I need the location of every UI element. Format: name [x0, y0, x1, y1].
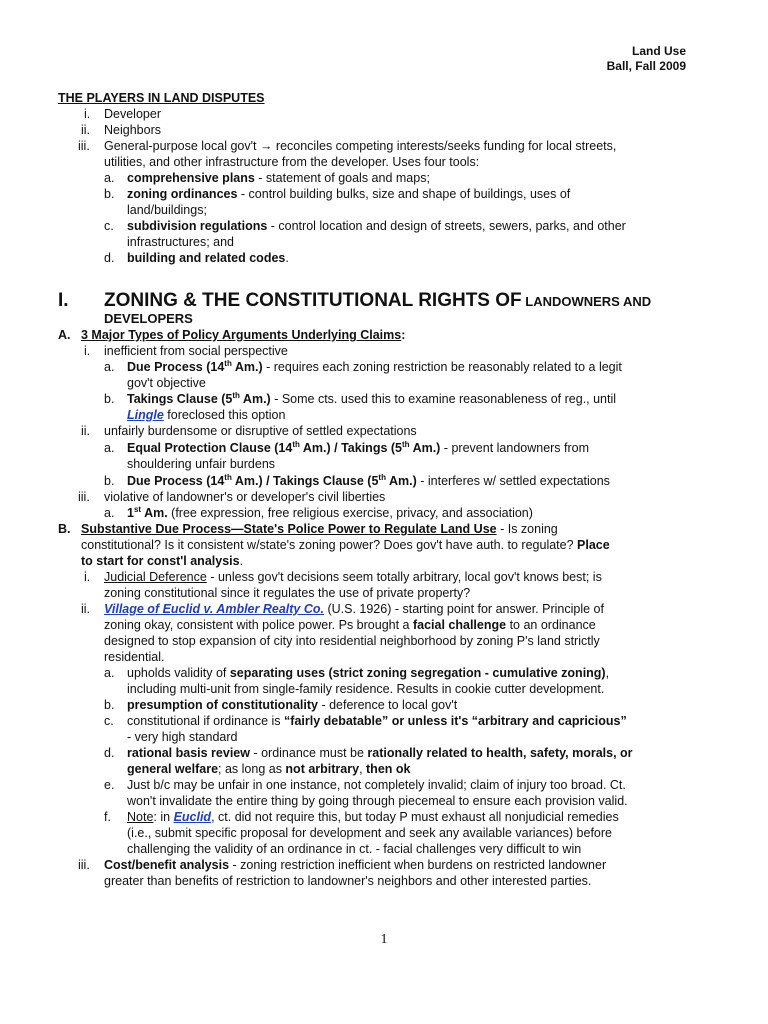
euclid-point-separating-uses-cont: including multi-unit from single-family residence. Results in cookie cutter development. [127, 682, 605, 696]
euclid-case-cont2: designed to stop expansion of city into residential neighborhood by zoning P's land strictly [104, 634, 600, 648]
euclid-point-unfair-instance-cont: won't invalidate the entire thing by going through piecemeal to ensure each provision valid. [127, 794, 628, 808]
tool-zoning-ordinances: zoning ordinances - control building bulks, size and shape of buildings, uses of [127, 187, 571, 201]
argument-civil-liberties: violative of landowner's or developer's civil liberties [104, 490, 386, 504]
tool-subdivision-regulations: subdivision regulations - control location and design of streets, sewers, parks, and other [127, 219, 626, 233]
players-item-government: General-purpose local gov't → reconciles competing interests/seeks funding for local streets, [104, 139, 617, 153]
judicial-deference: Judicial Deference - unless gov't decisions seem totally arbitrary, local gov't knows best; is [104, 570, 602, 584]
argument-first-amendment: 1st Am. (free expression, free religious exercise, privacy, and association) [127, 504, 533, 520]
euclid-case-cont: zoning okay, consistent with police power. Ps brought a facial challenge to an ordinance [104, 618, 596, 632]
list-marker: iii. [78, 139, 90, 153]
list-marker: c. [104, 219, 114, 233]
euclid-point-fairly-debatable-cont: - very high standard [127, 730, 238, 744]
list-marker: f. [104, 810, 111, 824]
list-marker: ii. [81, 602, 91, 616]
argument-settled-expectations: Due Process (14th Am.) / Takings Clause (5th Am.) - interferes w/ settled expectations [127, 472, 610, 488]
euclid-point-note-cont2: challenging the validity of an ordinance in ct. - facial challenges very difficult to win [127, 842, 582, 856]
section-number: I. [58, 290, 69, 311]
list-marker: b. [104, 187, 115, 201]
argument-equal-protection: Equal Protection Clause (14th Am.) / Takings (5th Am.) - prevent landowners from [127, 439, 590, 455]
players-item-neighbors: Neighbors [104, 123, 161, 137]
argument-takings: Takings Clause (5th Am.) - Some cts. used this to examine reasonableness of reg., until [127, 390, 617, 406]
list-marker: a. [104, 360, 115, 374]
list-marker: ii. [81, 123, 91, 137]
list-marker: d. [104, 251, 115, 265]
euclid-point-note-cont: (i.e., submit specific proposal for development and seek any available variances) before [127, 826, 612, 840]
list-marker: b. [104, 474, 115, 488]
list-marker: iii. [78, 490, 90, 504]
euclid-point-rational-basis: rational basis review - ordinance must be rationally related to health, safety, morals, or [127, 746, 633, 760]
list-marker: a. [104, 441, 115, 455]
euclid-point-rational-basis-cont: general welfare; as long as not arbitrary, then ok [127, 762, 411, 776]
subsection-b-title-cont: constitutional? Is it consistent w/state's zoning power? Does gov't have auth. to regulate? Place [81, 538, 610, 552]
page-number: 1 [380, 932, 388, 947]
lingle-link[interactable]: Lingle [127, 408, 164, 422]
euclid-point-fairly-debatable: constitutional if ordinance is “fairly debatable” or unless it's “arbitrary and capricious” [127, 714, 627, 728]
euclid-case-cont3: residential. [104, 650, 165, 664]
list-marker: i. [84, 107, 91, 121]
cost-benefit-analysis-cont: greater than benefits of restriction to landowner's neighbors and other interested parties. [104, 874, 592, 888]
list-marker: iii. [78, 858, 90, 872]
argument-inefficient: inefficient from social perspective [104, 344, 288, 358]
tool-subdivision-regulations-cont: infrastructures; and [127, 235, 234, 249]
list-marker: a. [104, 666, 115, 680]
euclid-point-separating-uses: upholds validity of separating uses (strict zoning segregation - cumulative zoning), [127, 666, 610, 680]
argument-unfair: unfairly burdensome or disruptive of settled expectations [104, 424, 417, 438]
list-marker: b. [104, 698, 115, 712]
players-item-developer: Developer [104, 107, 161, 121]
cost-benefit-analysis: Cost/benefit analysis - zoning restriction inefficient when burdens on restricted landowner [104, 858, 607, 872]
section-title: ZONING & THE CONSTITUTIONAL RIGHTS OF LANDOWNERS AND [104, 290, 652, 311]
players-heading: THE PLAYERS IN LAND DISPUTES [58, 91, 265, 105]
subsection-a-title: 3 Major Types of Policy Arguments Underlying Claims: [81, 328, 406, 342]
euclid-case: Village of Euclid v. Ambler Realty Co. (U.S. 1926) - starting point for answer. Principle of [104, 602, 604, 616]
list-marker: d. [104, 746, 115, 760]
header-term: Ball, Fall 2009 [606, 59, 686, 73]
players-item-government-cont: utilities, and other infrastructure from the developer. Uses four tools: [104, 155, 480, 169]
euclid-point-presumption: presumption of constitutionality - deference to local gov't [127, 698, 458, 712]
tool-comprehensive-plans: comprehensive plans - statement of goals and maps; [127, 171, 430, 185]
subsection-marker: B. [58, 522, 71, 536]
list-marker: i. [84, 344, 91, 358]
tool-zoning-ordinances-cont: land/buildings; [127, 203, 207, 217]
list-marker: e. [104, 778, 115, 792]
list-marker: a. [104, 506, 115, 520]
subsection-b-title: Substantive Due Process—State's Police Power to Regulate Land Use - Is zoning [81, 522, 558, 536]
argument-due-process-cont: gov't objective [127, 376, 206, 390]
list-marker: i. [84, 570, 91, 584]
argument-takings-cont: Lingle foreclosed this option [127, 408, 286, 422]
euclid-case-link[interactable]: Village of Euclid v. Ambler Realty Co. [104, 602, 324, 616]
argument-equal-protection-cont: shouldering unfair burdens [127, 457, 276, 471]
header-course: Land Use [631, 44, 686, 58]
euclid-point-note: Note: in Euclid, ct. did not require this, but today P must exhaust all nonjudicial remedies [127, 810, 619, 824]
list-marker: a. [104, 171, 115, 185]
tool-building-codes: building and related codes. [127, 251, 289, 265]
list-marker: ii. [81, 424, 91, 438]
list-marker: c. [104, 714, 114, 728]
section-title-cont: DEVELOPERS [104, 311, 193, 326]
subsection-marker: A. [58, 328, 71, 342]
judicial-deference-cont: zoning constitutional since it regulates the use of private property? [104, 586, 471, 600]
euclid-point-unfair-instance: Just b/c may be unfair in one instance, not completely invalid; claim of injury too broad. Ct. [127, 778, 626, 792]
document-header [607, 44, 686, 74]
euclid-note-link[interactable]: Euclid [173, 810, 212, 824]
subsection-b-title-cont2: to start for const'l analysis. [81, 554, 244, 568]
list-marker: b. [104, 392, 115, 406]
argument-due-process: Due Process (14th Am.) - requires each zoning restriction be reasonably related to a legit [127, 358, 622, 374]
